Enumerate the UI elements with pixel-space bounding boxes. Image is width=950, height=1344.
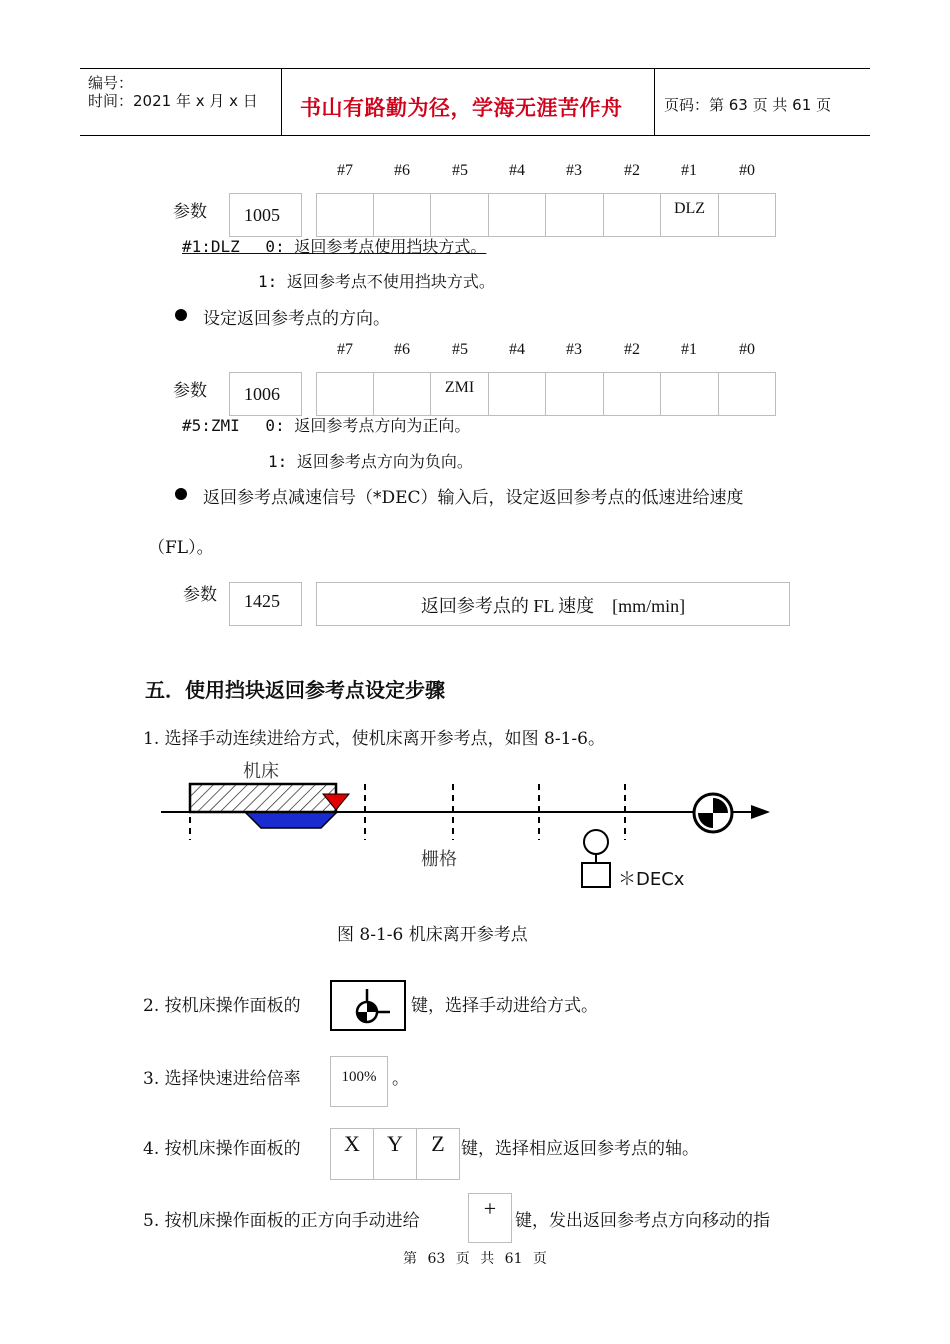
step-4-suffix: 键，选择相应返回参考点的轴。 xyxy=(461,1139,699,1159)
bullet xyxy=(175,488,187,500)
param-1006-desc-1: 1: 返回参考点方向为负向。 xyxy=(268,452,473,471)
step-2-text: 2. 按机床操作面板的 xyxy=(143,996,301,1016)
bit-cell xyxy=(718,372,776,416)
bit-label: #4 xyxy=(509,162,525,179)
bit-cell-dlz: DLZ xyxy=(660,193,719,237)
bit-label: #1 xyxy=(681,162,697,179)
bit-cell xyxy=(373,372,431,416)
header-motto: 书山有路勤为径，学海无涯苦作舟 xyxy=(300,96,623,120)
step-3-suffix: 。 xyxy=(392,1069,409,1089)
bit-cell xyxy=(545,372,604,416)
axis-y-key[interactable]: Y xyxy=(373,1128,417,1180)
bit-label: #5 xyxy=(452,162,468,179)
header-bottom-rule xyxy=(80,135,870,136)
step-1-text: 1. 选择手动连续进给方式，使机床离开参考点，如图 8-1-6。 xyxy=(143,729,605,749)
param-1005-number: 1005 xyxy=(229,193,302,237)
bit-label: #7 xyxy=(337,162,353,179)
bit-cell xyxy=(488,193,546,237)
param-1005-desc-0: #1:DLZ 0: 返回参考点使用挡块方式。 xyxy=(182,237,487,256)
header-top-rule xyxy=(80,68,870,69)
bit-cell-zmi: ZMI xyxy=(430,372,489,416)
bit-label: #3 xyxy=(566,162,582,179)
header-divider-1 xyxy=(281,68,282,136)
figure-machine-leaving-reference xyxy=(155,752,795,897)
bit-label: #7 xyxy=(337,341,353,358)
param-1006-number: 1006 xyxy=(229,372,302,416)
bullet-fl-text-line2: （FL）。 xyxy=(148,538,214,558)
param-1005-desc-1: 1: 返回参考点不使用挡块方式。 xyxy=(258,272,495,291)
bit-label: #3 xyxy=(566,341,582,358)
bit-cell xyxy=(603,372,661,416)
reference-return-key[interactable] xyxy=(330,980,406,1031)
param-label: 参数 xyxy=(183,585,217,605)
param-1425-number: 1425 xyxy=(229,582,302,626)
bit-label: #0 xyxy=(739,341,755,358)
figure-machine-label: 机床 xyxy=(243,761,279,782)
bullet xyxy=(175,309,187,321)
figure-dec-label: ＊DECx xyxy=(618,869,685,890)
step-5-text: 5. 按机床操作面板的正方向手动进给 xyxy=(143,1211,420,1231)
step-3-text: 3. 选择快速进给倍率 xyxy=(143,1069,301,1089)
bit-cell xyxy=(316,193,374,237)
bit-label: #1 xyxy=(681,341,697,358)
header-divider-2 xyxy=(654,68,655,136)
bullet-direction-text: 设定返回参考点的方向。 xyxy=(203,309,390,329)
bit-cell xyxy=(603,193,661,237)
param-1425-description: 返回参考点的 FL 速度 [mm/min] xyxy=(316,582,790,626)
page-info: 页码：第 63 页 共 61 页 xyxy=(664,96,832,114)
bit-label: #0 xyxy=(739,162,755,179)
param-1006-desc-0: #5:ZMI 0: 返回参考点方向为正向。 xyxy=(182,416,471,435)
bullet-fl-text-line1: 返回参考点减速信号（*DEC）输入后，设定返回参考点的低速进给速度 xyxy=(203,488,744,508)
step-4-text: 4. 按机床操作面板的 xyxy=(143,1139,301,1159)
bit-cell xyxy=(430,193,489,237)
serial-label: 编号： xyxy=(88,74,134,92)
bit-cell xyxy=(718,193,776,237)
param-label: 参数 xyxy=(173,202,207,222)
date-label: 时间：2021 年 x 月 x 日 xyxy=(88,92,258,110)
param-label: 参数 xyxy=(173,381,207,401)
rapid-override-100-key[interactable]: 100% xyxy=(330,1056,388,1107)
bit-label: #2 xyxy=(624,341,640,358)
page-footer: 第 63 页 共 61 页 xyxy=(403,1251,547,1267)
section-title: 五．使用挡块返回参考点设定步骤 xyxy=(145,678,445,702)
bit-cell xyxy=(316,372,374,416)
step-2-suffix: 键，选择手动进给方式。 xyxy=(411,996,598,1016)
bit-label: #4 xyxy=(509,341,525,358)
figure-caption: 图 8-1-6 机床离开参考点 xyxy=(337,925,528,945)
bit-cell xyxy=(488,372,546,416)
figure-grid-label: 栅格 xyxy=(421,849,457,870)
bit-cell xyxy=(545,193,604,237)
reference-point-icon xyxy=(332,982,404,1029)
jog-plus-key[interactable]: + xyxy=(468,1193,512,1243)
bit-label: #5 xyxy=(452,341,468,358)
bit-label: #2 xyxy=(624,162,640,179)
bit-label: #6 xyxy=(394,162,410,179)
bit-cell xyxy=(373,193,431,237)
step-5-suffix: 键，发出返回参考点方向移动的指 xyxy=(515,1211,770,1231)
bit-cell xyxy=(660,372,719,416)
axis-x-key[interactable]: X xyxy=(330,1128,374,1180)
axis-z-key[interactable]: Z xyxy=(416,1128,460,1180)
bit-label: #6 xyxy=(394,341,410,358)
